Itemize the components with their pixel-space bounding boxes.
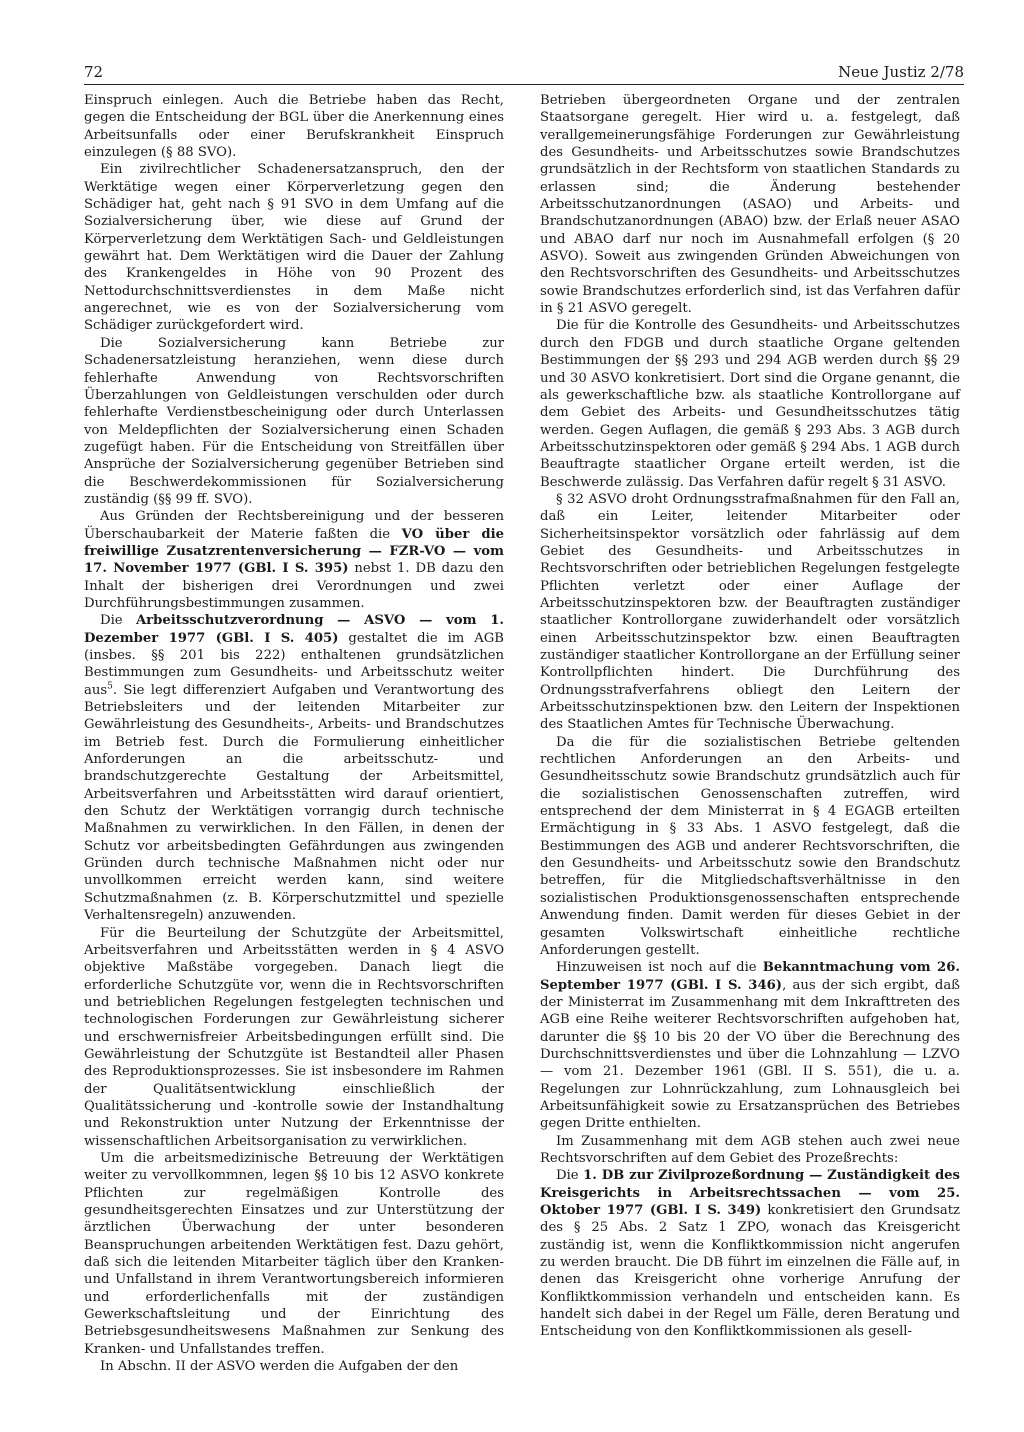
page-number: 72	[84, 63, 104, 81]
paragraph: Die Sozialversicherung kann Betriebe zur Schadenersatzleistung heranziehen, wenn diese durch fehlerhafte Anwendung von Rechtsvorschriften Überzahlungen von Geldleistungen verschulden oder durch fehlerhafte Verdienstbescheinigung oder durch Unterlassen von Meldepflichten der Sozialversicherung einen Schaden zugefügt haben. Für die Entscheidung von Streitfällen über Ansprüche der Sozialversicherung gegenüber Betrieben sind die Beschwerdekommissionen für Sozialversicherung zuständig (§§ 99 ff. SVO).	[84, 335, 504, 507]
header-rule	[84, 84, 964, 85]
paragraph: Einspruch einlegen. Auch die Betriebe haben das Recht, gegen die Entscheidung der BGL über die Anerkennung eines Arbeitsunfalls oder einer Berufskrankheit Einspruch einzulegen (§ 88 SVO).	[84, 93, 504, 161]
text-run: Hinzuweisen ist noch auf die	[556, 960, 763, 976]
text-run: Die	[556, 1168, 584, 1184]
paragraph: Im Zusammenhang mit dem AGB stehen auch zwei neue Rechtsvorschriften auf dem Gebiet des Prozeßrechts:	[540, 1133, 960, 1166]
page-header	[84, 63, 964, 85]
left-column	[84, 92, 504, 1375]
paragraph: § 32 ASVO droht Ordnungsstrafmaßnahmen für den Fall an, daß ein Leiter, leitender Mitarbeiter oder Sicherheitsinspektor vorsätzlich oder fahrlässig auf dem Gebiet des Gesundheits- und Arbeitsschutzes in Rechtsvorschriften oder betrieblichen Regelungen festgelegte Pflichten verletzt oder einer Auflage der Arbeitsschutzinspektoren bzw. der Beauftragten zuständiger staatlicher Kontrollorgane zuwiderhandelt oder vorsätzlich einen Arbeitsschutzinspektor bzw. einen Beauftragten zuständiger staatlicher Kontrollorgane an der Erfüllung seiner Kontrollpflichten hindert. Die Durchführung des Ordnungsstrafverfahrens obliegt den Leitern der Arbeitsschutzinspektionen bzw. den Leitern der Inspektionen des Staatlichen Amtes für Technische Überwachung.	[540, 491, 960, 733]
paragraph: Da die für die sozialistischen Betriebe geltenden rechtlichen Anforderungen an den Arbeits- und Gesundheitsschutz sowie Brandschutz grundsätzlich auch für die sozialistischen Genossenschaften zutreffen, wird entsprechend der dem Ministerrat in § 4 EGAGB erteilten Ermächtigung in § 33 Abs. 1 ASVO festgelegt, daß die Bestimmungen des AGB und anderer Rechtsvorschriften, die den Gesundheits- und Arbeitsschutz sowie den Brandschutz betreffen, für die Mitgliedschaftsverhältnisse in den sozialistischen Produktionsgenossenschaften entsprechende Anwendung finden. Damit werden für dieses Gebiet in der gesamten Volkswirtschaft einheitliche rechtliche Anforderungen gestellt.	[540, 734, 960, 958]
regulation-citation: Arbeitsschutzverordnung — ASVO — vom 1. Dezember 1977 (GBl. I S. 405)	[84, 613, 504, 646]
paragraph: Ein zivilrechtlicher Schadenersatzanspruch, den der Werktätige wegen einer Körperverletzung gegen den Schädiger hat, geht nach § 91 SVO in dem Umfang auf die Sozialversicherung über, wie diese auf Grund der Körperverletzung dem Werktätigen Sach- und Geldleistungen gewährt hat. Dem Werktätigen wird die Dauer der Zahlung des Krankengeldes in Höhe von 90 Prozent des Nettodurchschnittsverdienstes in dem Maße nicht angerechnet, wie es von der Sozialversicherung vom Schädiger zurückgefordert wird.	[84, 162, 504, 334]
paragraph: Für die Beurteilung der Schutzgüte der Arbeitsmittel, Arbeitsverfahren und Arbeitsstätten werden in § 4 ASVO objektive Maßstäbe vorgegeben. Danach liegt die erforderliche Schutzgüte vor, wenn die in Rechtsvorschriften und betrieblichen Regelungen festgelegten technischen und technologischen Forderungen zur Gewährleistung sicherer und erschwernisfreier Arbeitsbedingungen erfüllt sind. Die Gewährleistung der Schutzgüte ist Bestandteil aller Phasen des Reproduktionsprozesses. Sie ist insbesondere im Rahmen der Qualitätsentwicklung einschließlich der Qualitätssicherung und -kontrolle sowie der Instandhaltung und Rekonstruktion unter Nutzung der Erkenntnisse der wissenschaftlichen Arbeitsorganisation zu verwirklichen.	[84, 925, 504, 1149]
regulation-citation: Bekanntmachung vom 26. September 1977 (GBl. I S. 346)	[540, 960, 960, 993]
paragraph: In Abschn. II der ASVO werden die Aufgaben der den	[100, 1359, 459, 1375]
paragraph	[84, 508, 504, 612]
footnote-marker: 5	[107, 681, 113, 692]
text-run: nebst 1. DB dazu den Inhalt der bisherigen drei Verordnungen und zwei Durchführungsbestimmungen zusammen.	[84, 561, 504, 611]
text-run: . Sie legt differenziert Aufgaben und Verantwortung des Betriebsleiters und der leitenden Mitarbeiter zur Gewährleistung des Gesundheits-, Arbeits- und Brandschutzes im Betrieb fest. Durch die Formulierung einheitlicher Anforderungen an die arbeitsschutz- und brandschutzgerechte Gestaltung der Arbeitsmittel, Arbeitsverfahren und Arbeitsstätten wird darauf orientiert, den Schutz der Werktätigen vorrangig durch technische Maßnahmen zu verwirklichen. In den Fällen, in denen der Schutz vor arbeitsbedingten Gefährdungen aus zwingenden Gründen durch technische Maßnahmen nicht oder nur unvollkommen erreicht werden kann, sind weitere Schutzmaßnahmen (z. B. Körperschutzmittel und spezielle Verhaltensregeln) anzuwenden.	[84, 682, 504, 924]
text-run: Die	[100, 613, 136, 629]
paragraph: Die für die Kontrolle des Gesundheits- und Arbeitsschutzes durch den FDGB und durch staatliche Organe geltenden Bestimmungen der §§ 293 und 294 AGB werden durch §§ 29 und 30 ASVO konkretisiert. Dort sind die Organe genannt, die als gewerkschaftliche bzw. als staatliche Kontrollorgane auf dem Gebiet des Arbeits- und Gesundheitsschutzes tätig werden. Gegen Auflagen, die gemäß § 293 Abs. 3 AGB durch Arbeitsschutzinspektoren oder gemäß § 294 Abs. 1 AGB durch Beauftragte staatlicher Organe erteilt werden, ist die Beschwerde zulässig. Das Verfahren dafür regelt § 31 ASVO.	[540, 318, 960, 490]
paragraph	[540, 959, 960, 1132]
text-run: Aus Gründen der Rechtsbereinigung und der besseren Überschaubarkeit der Materie faßten die	[84, 509, 504, 542]
right-column	[540, 92, 960, 1352]
text-run: konkretisiert den Grundsatz des § 25 Abs. 2 Satz 1 ZPO, wonach das Kreisgericht zuständig ist, wenn die Konfliktkommission nicht angerufen zu werden braucht. Die DB führt im einzelnen die Fälle auf, in denen das Kreisgericht ohne vorherige Anrufung der Konfliktkommission verhandeln und entscheiden kann. Es handelt sich dabei in der Regel um Fälle, deren Beratung und Entscheidung von den Konfliktkommissionen als gesell-	[540, 1203, 960, 1340]
paragraph	[540, 1167, 960, 1340]
text-run: , aus der sich ergibt, daß der Ministerrat im Zusammenhang mit dem Inkrafttreten des AGB eine Reihe weiterer Rechtsvorschriften aufgehoben hat, darunter die §§ 10 bis 20 der VO über die Berechnung des Durchschnittsverdienstes und über die Lohnzahlung — LZVO — vom 21. Dezember 1961 (GBl. II S. 551), die u. a. Regelungen zur Lohnrückzahlung, zum Lohnausgleich bei Arbeitsunfähigkeit sowie zu Ersatzansprüchen des Betriebes gegen Dritte enthielten.	[540, 977, 960, 1132]
journal-title: Neue Justiz 2/78	[838, 63, 964, 81]
text-run: gestaltet die im AGB (insbes. §§ 201 bis 222) enthaltenen grundsätzlichen Bestimmungen zum Gesundheits- und Arbeitsschutz weiter aus	[84, 630, 504, 698]
paragraph	[84, 612, 504, 924]
regulation-citation: 1. DB zur Zivilprozeßordnung — Zuständigkeit des Kreisgerichts in Arbeitsrechtssachen — vom 25. Oktober 1977 (GBl. I S. 349)	[540, 1168, 960, 1218]
paragraph: Betrieben übergeordneten Organe und der zentralen Staatsorgane geregelt. Hier wird u. a. festgelegt, daß verallgemeinerungsfähige Forderungen zur Gewährleistung des Gesundheits- und Arbeitsschutzes sowie Brandschutzes grundsätzlich in der Rechtsform von staatlichen Standards zu erlassen sind; die Änderung bestehender Arbeitsschutzanordnungen (ASAO) und Arbeits- und Brandschutzanordnungen (ABAO) bzw. der Erlaß neuer ASAO und ABAO darf nur noch im Ausnahmefall erfolgen (§ 20 ASVO). Soweit aus zwingenden Gründen Abweichungen von den Rechtsvorschriften des Gesundheits- und Arbeitsschutzes sowie Brandschutzes erforderlich sind, ist das Verfahren dafür in § 21 ASVO geregelt.	[540, 93, 960, 317]
regulation-citation: VO über die freiwillige Zusatzrentenversicherung — FZR-VO — vom 17. November 1977 (GBl. I S. 395)	[84, 526, 504, 577]
paragraph: Um die arbeitsmedizinische Betreuung der Werktätigen weiter zu vervollkommnen, legen §§ 10 bis 12 ASVO konkrete Pflichten zur regelmäßigen Kontrolle des gesundheitsgerechten Einsatzes und zur Unterstützung der ärztlichen Überwachung der unter besonderen Beanspruchungen arbeitenden Werktätigen fest. Dazu gehört, daß sich die leitenden Mitarbeiter täglich über den Kranken- und Unfallstand in ihrem Verantwortungsbereich informieren und erforderlichenfalls mit der zuständigen Gewerkschaftsleitung und der Einrichtung des Betriebsgesundheitswesens Maßnahmen zur Senkung des Kranken- und Unfallstandes treffen.	[84, 1150, 504, 1357]
